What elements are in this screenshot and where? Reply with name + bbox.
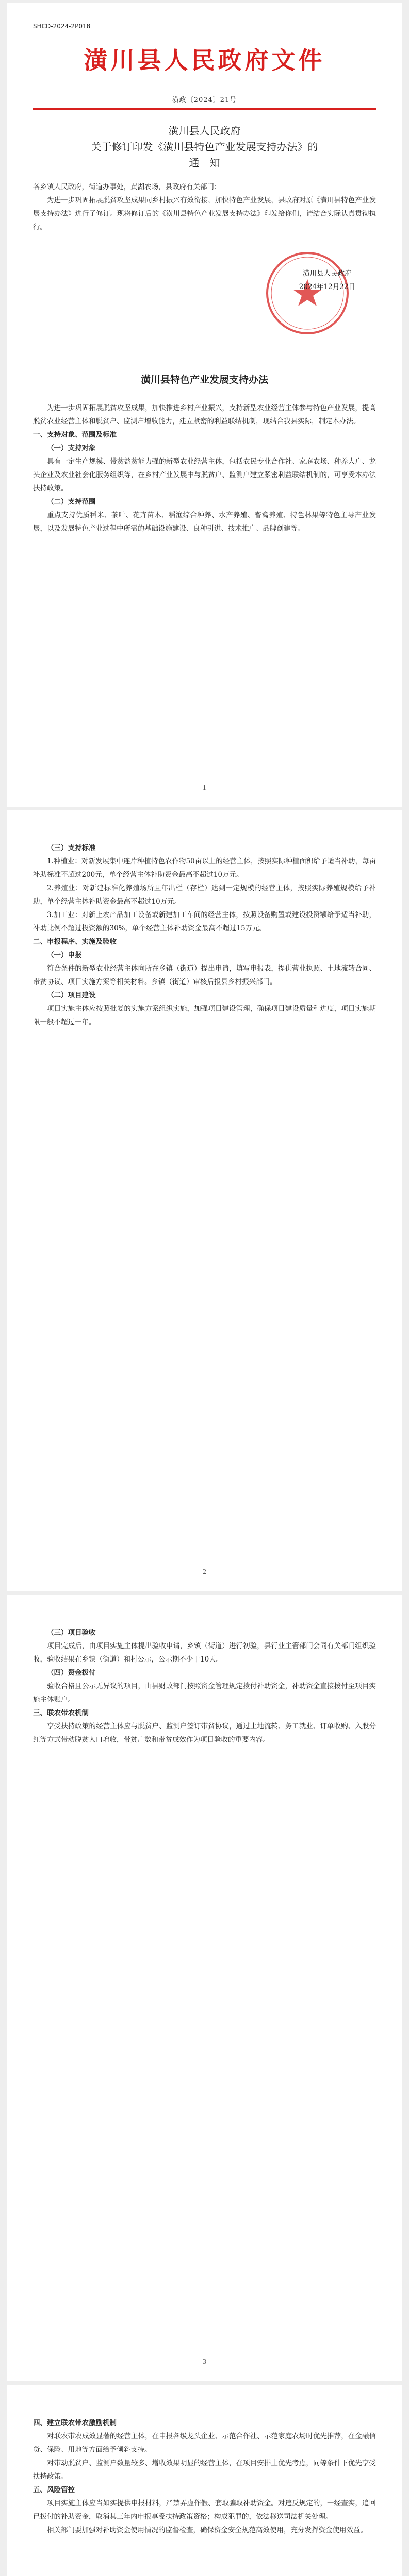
section-2-1-heading: （一）申报	[47, 951, 82, 959]
page-number: — 2 —	[194, 1568, 215, 1575]
issue-number: 潢政〔2024〕21号	[172, 96, 237, 104]
title-line-3: 通 知	[189, 156, 220, 169]
red-header: 潢川县人民政府文件	[84, 46, 325, 74]
document-page-3	[7, 1595, 402, 2381]
red-divider	[33, 108, 376, 110]
section-1-2-heading: （二）支持范围	[47, 497, 96, 506]
section-3-text: 享受扶持政策的经营主体应与脱贫户、监测户签订带贫协议，通过土地流转、务工就业、订单收购、入股分红等方式带动脱贫人口增收，带贫户数和带贫成效作为项目验收的重要内容。	[33, 1722, 376, 1744]
section-1-heading: 一、支持对象、范围及标准	[33, 430, 117, 439]
section-4-heading: 四、建立联农带农激励机制	[33, 2419, 117, 2427]
section-5-heading: 五、风险管控	[33, 2486, 75, 2494]
section-5-text: 项目实施主体应当如实提供申报材料，严禁弄虚作假、套取骗取补助资金。对违反规定的，一经查实，追回已拨付的补助资金，取消其三年内申报享受扶持政策资格；构成犯罪的，依法移送司法机关处理。	[33, 2499, 376, 2521]
section-2-1-text: 符合条件的新型农业经营主体向所在乡镇（街道）提出申请，填写申报表，提供营业执照、土地流转合同、带贫协议、项目实施方案等相关材料。乡镇（街道）审核后报县乡村振兴部门。	[33, 964, 376, 986]
section-1-3-text-2: 2.养殖业：对新建标准化养殖场所且年出栏（存栏）达到一定规模的经营主体，按照实际养殖规模给予补助，单个经营主体补助资金最高不超过10万元。	[33, 884, 376, 906]
section-2-2-heading: （二）项目建设	[47, 991, 96, 999]
signature-date: 2024年12月22日	[299, 282, 355, 291]
section-2-2-text: 项目实施主体应按照批复的实施方案组织实施，加强项目建设管理，确保项目建设质量和进度，项目实施期限一般不超过一年。	[33, 1005, 376, 1026]
section-4-text-2: 对带动脱贫户、监测户数量较多、增收效果明显的经营主体，在项目安排上优先考虑，同等条件下优先享受扶持政策。	[33, 2459, 376, 2481]
section-1-3-heading: （三）支持标准	[47, 844, 96, 852]
section-4-text: 对联农带农成效显著的经营主体，在申报各级龙头企业、示范合作社、示范家庭农场时优先推荐，在金融信贷、保险、用地等方面给予倾斜支持。	[33, 2432, 376, 2454]
section-1-1-text: 具有一定生产规模、带贫益贫能力强的新型农业经营主体，包括农民专业合作社、家庭农场、种养大户、龙头企业及农业社会化服务组织等，在乡村产业发展中与脱贫户、监测户建立紧密利益联结机制的，可享受本办法扶持政策。	[33, 457, 376, 493]
document-number: SHCD-2024-2P018	[33, 23, 91, 30]
notice-title	[33, 123, 376, 171]
section-1-3-text: 1.种植业：对新发展集中连片种植特色农作物50亩以上的经营主体，按照实际种植面积给予适当补助，每亩补助标准不超过200元，单个经营主体补助资金最高不超过10万元。	[33, 857, 376, 879]
title-line-2: 关于修订印发《潢川县特色产业发展支持办法》的	[91, 140, 318, 153]
salutation: 各乡镇人民政府，街道办事处，黄湖农场，县政府有关部门：	[33, 182, 221, 191]
page-number: — 3 —	[194, 2358, 215, 2365]
section-2-4-heading: （四）资金拨付	[47, 1669, 96, 1677]
section-1-1-heading: （一）支持对象	[47, 444, 96, 452]
attachment-title: 潢川县特色产业发展支持办法	[140, 374, 268, 385]
title-line-1: 潢川县人民政府	[168, 124, 241, 137]
attachment-intro: 为进一步巩固拓展脱贫攻坚成果，加快推进乡村产业振兴，支持新型农业经营主体参与特色产业发展，提高脱贫农业经营主体和脱贫户、监测户增收能力，建立紧密的利益联结机制，现结合我县实际，制定本办法。	[33, 403, 376, 426]
notice-body: 为进一步巩固拓展脱贫攻坚成果同乡村振兴有效衔接，加快特色产业发展，县政府对原《潢川县特色产业发展支持办法》进行了修订。现将修订后的《潢川县特色产业发展支持办法》印发给你们，请结合实际认真贯彻执行。	[33, 196, 376, 231]
section-3-heading: 三、联农带农机制	[33, 1709, 89, 1717]
section-5-text-2: 相关部门要加强对补助资金使用情况的监督检查，确保资金安全规范高效使用，充分发挥资金使用效益。	[47, 2526, 367, 2534]
signature-org: 潢川县人民政府	[303, 269, 352, 278]
document-page-4	[7, 2385, 402, 2576]
section-1-2-text: 重点支持优质稻米、茶叶、花卉苗木、稻渔综合种养、水产养殖、畜禽养殖、特色林果等特色主导产业发展，以及发展特色产业过程中所需的基础设施建设、良种引进、技术推广、品牌创建等。	[33, 511, 376, 533]
page-number: — 1 —	[194, 784, 215, 791]
signature	[299, 267, 355, 294]
section-2-4-text: 验收合格且公示无异议的项目，由县财政部门按照资金管理规定拨付补助资金，补助资金直接拨付至项目实施主体账户。	[33, 1682, 376, 1704]
section-1-3-text-3: 3.加工业：对新上农产品加工设备或新建加工车间的经营主体，按照设备购置或建设投资额给予适当补助，补助比例不超过投资额的30%，单个经营主体补助资金最高不超过15万元。	[33, 911, 376, 933]
document-page-1	[7, 3, 402, 807]
document-page-2	[7, 810, 402, 1591]
section-2-heading: 二、申报程序、实施及验收	[33, 938, 117, 946]
signature-block	[33, 255, 376, 332]
section-2-3-heading: （三）项目验收	[47, 1629, 96, 1637]
section-2-3-text: 项目完成后，由项目实施主体提出验收申请，乡镇（街道）进行初验，县行业主管部门会同有关部门组织验收，验收结果在乡镇（街道）和村公示，公示期不少于10天。	[33, 1642, 376, 1664]
